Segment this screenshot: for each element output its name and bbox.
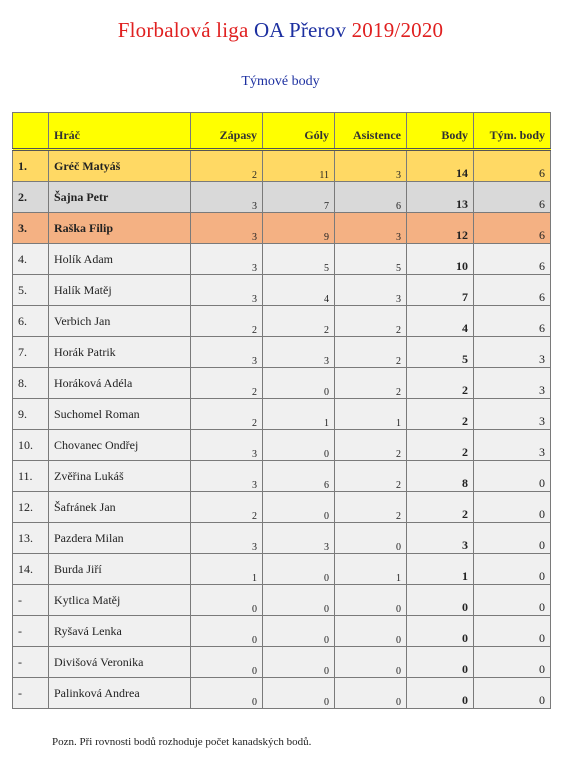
cell-assists: 0 — [335, 585, 407, 616]
col-header-team-points: Tým. body — [474, 113, 551, 150]
cell-assists: 3 — [335, 150, 407, 182]
cell-position: 2. — [13, 182, 49, 213]
cell-player-name: Gréč Matyáš — [49, 150, 191, 182]
cell-position: 11. — [13, 461, 49, 492]
cell-goals: 7 — [263, 182, 335, 213]
cell-assists: 2 — [335, 306, 407, 337]
cell-position: 12. — [13, 492, 49, 523]
cell-goals: 11 — [263, 150, 335, 182]
table-row — [13, 585, 551, 616]
cell-matches: 2 — [191, 306, 263, 337]
cell-player-name: Raška Filip — [49, 213, 191, 244]
cell-matches: 3 — [191, 337, 263, 368]
cell-assists: 2 — [335, 461, 407, 492]
col-header-goals: Góly — [263, 113, 335, 150]
cell-points: 0 — [407, 585, 474, 616]
cell-team-points: 0 — [474, 616, 551, 647]
cell-points: 0 — [407, 647, 474, 678]
cell-team-points: 6 — [474, 306, 551, 337]
cell-matches: 2 — [191, 492, 263, 523]
cell-goals: 0 — [263, 554, 335, 585]
table-row — [13, 678, 551, 709]
cell-player-name: Palinková Andrea — [49, 678, 191, 709]
table-row — [13, 461, 551, 492]
cell-matches: 3 — [191, 244, 263, 275]
cell-player-name: Šajna Petr — [49, 182, 191, 213]
cell-assists: 1 — [335, 554, 407, 585]
cell-team-points: 3 — [474, 430, 551, 461]
cell-position: 4. — [13, 244, 49, 275]
cell-assists: 2 — [335, 492, 407, 523]
cell-goals: 0 — [263, 585, 335, 616]
cell-assists: 3 — [335, 275, 407, 306]
cell-player-name: Verbich Jan — [49, 306, 191, 337]
cell-goals: 0 — [263, 430, 335, 461]
cell-team-points: 0 — [474, 585, 551, 616]
cell-matches: 3 — [191, 275, 263, 306]
cell-assists: 0 — [335, 678, 407, 709]
cell-goals: 3 — [263, 523, 335, 554]
cell-points: 7 — [407, 275, 474, 306]
cell-player-name: Suchomel Roman — [49, 399, 191, 430]
cell-position: - — [13, 585, 49, 616]
cell-team-points: 0 — [474, 523, 551, 554]
title-season: 2019/2020 — [346, 18, 444, 42]
table-row — [13, 616, 551, 647]
cell-player-name: Halík Matěj — [49, 275, 191, 306]
cell-team-points: 6 — [474, 275, 551, 306]
table-row — [13, 182, 551, 213]
cell-matches: 3 — [191, 523, 263, 554]
cell-points: 10 — [407, 244, 474, 275]
cell-points: 2 — [407, 399, 474, 430]
table-row — [13, 430, 551, 461]
cell-position: 14. — [13, 554, 49, 585]
cell-team-points: 6 — [474, 213, 551, 244]
cell-points: 2 — [407, 430, 474, 461]
cell-goals: 0 — [263, 368, 335, 399]
cell-position: 6. — [13, 306, 49, 337]
cell-points: 3 — [407, 523, 474, 554]
cell-matches: 2 — [191, 368, 263, 399]
cell-goals: 1 — [263, 399, 335, 430]
page-subtitle: Týmové body — [241, 74, 320, 89]
cell-goals: 3 — [263, 337, 335, 368]
cell-matches: 1 — [191, 554, 263, 585]
cell-goals: 0 — [263, 647, 335, 678]
cell-team-points: 0 — [474, 461, 551, 492]
standings-table — [12, 112, 551, 709]
cell-points: 4 — [407, 306, 474, 337]
cell-goals: 2 — [263, 306, 335, 337]
cell-points: 14 — [407, 150, 474, 182]
cell-points: 5 — [407, 337, 474, 368]
table-row — [13, 306, 551, 337]
cell-player-name: Šafránek Jan — [49, 492, 191, 523]
col-header-player: Hráč — [49, 113, 191, 150]
table-row — [13, 337, 551, 368]
cell-points: 0 — [407, 678, 474, 709]
table-row — [13, 399, 551, 430]
cell-team-points: 6 — [474, 182, 551, 213]
cell-goals: 4 — [263, 275, 335, 306]
cell-team-points: 0 — [474, 492, 551, 523]
cell-player-name: Horáková Adéla — [49, 368, 191, 399]
cell-position: 10. — [13, 430, 49, 461]
cell-assists: 5 — [335, 244, 407, 275]
cell-assists: 6 — [335, 182, 407, 213]
cell-points: 13 — [407, 182, 474, 213]
title-school: OA Přerov — [253, 18, 347, 42]
cell-team-points: 0 — [474, 647, 551, 678]
cell-player-name: Horák Patrik — [49, 337, 191, 368]
cell-points: 0 — [407, 616, 474, 647]
cell-points: 1 — [407, 554, 474, 585]
cell-matches: 3 — [191, 461, 263, 492]
cell-goals: 0 — [263, 678, 335, 709]
cell-team-points: 3 — [474, 399, 551, 430]
col-header-points: Body — [407, 113, 474, 150]
cell-team-points: 0 — [474, 678, 551, 709]
cell-points: 2 — [407, 492, 474, 523]
cell-player-name: Zvěřina Lukáš — [49, 461, 191, 492]
cell-goals: 6 — [263, 461, 335, 492]
cell-team-points: 6 — [474, 244, 551, 275]
cell-assists: 2 — [335, 337, 407, 368]
cell-assists: 0 — [335, 523, 407, 554]
cell-team-points: 3 — [474, 368, 551, 399]
cell-matches: 0 — [191, 647, 263, 678]
cell-points: 2 — [407, 368, 474, 399]
cell-points: 8 — [407, 461, 474, 492]
cell-position: - — [13, 616, 49, 647]
footnote: Pozn. Při rovnosti bodů rozhoduje počet kanadských bodů. — [52, 736, 312, 748]
cell-player-name: Kytlica Matěj — [49, 585, 191, 616]
cell-player-name: Chovanec Ondřej — [49, 430, 191, 461]
cell-assists: 3 — [335, 213, 407, 244]
cell-assists: 1 — [335, 399, 407, 430]
cell-assists: 0 — [335, 647, 407, 678]
cell-player-name: Burda Jiří — [49, 554, 191, 585]
cell-matches: 0 — [191, 678, 263, 709]
cell-position: 9. — [13, 399, 49, 430]
cell-position: - — [13, 647, 49, 678]
cell-position: 8. — [13, 368, 49, 399]
table-row — [13, 554, 551, 585]
col-header-assists: Asistence — [335, 113, 407, 150]
title-league: Florbalová liga — [117, 18, 254, 42]
cell-assists: 2 — [335, 368, 407, 399]
cell-position: 5. — [13, 275, 49, 306]
cell-matches: 3 — [191, 213, 263, 244]
cell-position: 13. — [13, 523, 49, 554]
table-row — [13, 213, 551, 244]
cell-goals: 0 — [263, 616, 335, 647]
cell-player-name: Holík Adam — [49, 244, 191, 275]
cell-assists: 0 — [335, 616, 407, 647]
cell-player-name: Ryšavá Lenka — [49, 616, 191, 647]
cell-position: - — [13, 678, 49, 709]
standings-body — [13, 150, 551, 709]
cell-points: 12 — [407, 213, 474, 244]
cell-player-name: Divišová Veronika — [49, 647, 191, 678]
table-row — [13, 150, 551, 182]
col-header-position — [13, 113, 49, 150]
cell-goals: 9 — [263, 213, 335, 244]
cell-matches: 2 — [191, 399, 263, 430]
table-row — [13, 492, 551, 523]
cell-assists: 2 — [335, 430, 407, 461]
cell-player-name: Pazdera Milan — [49, 523, 191, 554]
cell-matches: 3 — [191, 182, 263, 213]
cell-team-points: 3 — [474, 337, 551, 368]
cell-position: 1. — [13, 150, 49, 182]
cell-matches: 2 — [191, 150, 263, 182]
table-row — [13, 275, 551, 306]
page-title — [0, 18, 561, 43]
cell-matches: 3 — [191, 430, 263, 461]
cell-team-points: 0 — [474, 554, 551, 585]
cell-goals: 5 — [263, 244, 335, 275]
cell-matches: 0 — [191, 585, 263, 616]
cell-position: 3. — [13, 213, 49, 244]
cell-goals: 0 — [263, 492, 335, 523]
table-row — [13, 647, 551, 678]
table-row — [13, 368, 551, 399]
cell-position: 7. — [13, 337, 49, 368]
table-header-row — [13, 113, 551, 150]
table-row — [13, 523, 551, 554]
col-header-matches: Zápasy — [191, 113, 263, 150]
cell-matches: 0 — [191, 616, 263, 647]
table-row — [13, 244, 551, 275]
cell-team-points: 6 — [474, 150, 551, 182]
